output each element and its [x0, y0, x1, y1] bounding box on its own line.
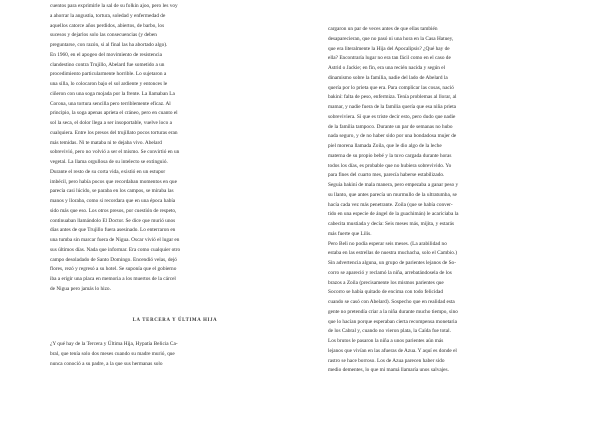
text-line: días antes de que Trujillo fuera asesinado. Lo enterraron en — [50, 227, 176, 234]
text-line: tido en una especie de ángel de la guachimán) le acariciaba la — [328, 211, 459, 218]
text-line: cuentos para exprimirle la sal de su folkin ajoo, pero les voy — [50, 3, 178, 9]
text-line: continuaban llamándolo El Doctor. Se dice que murió unos — [50, 217, 176, 224]
text-line: bakiní: falta de peso, enfermiza. Tenía problemas al llorar, al — [328, 94, 457, 101]
text-line: gente no pretendía criar a la niña durante mucho tiempo, sino — [328, 308, 458, 315]
text-line: imbécil, pero había pocos que recordaban momentos en que — [50, 178, 177, 185]
text-line: parecía casi lúcido, se paraba en los campos, se miraba las — [50, 188, 174, 195]
text-line: más temidas. Ni te mataba ni te dejaba vivo. Abelard — [50, 139, 162, 146]
text-line: piel morena llamada Zoila, que le dio algo de la leche — [328, 143, 442, 149]
text-line: aquellos catorce años perdidos, abiertos, de barbo, los — [50, 22, 165, 29]
text-line: Sin advertencia alguna, un grupo de parientes lejanos de So- — [328, 260, 456, 266]
text-line: sobrevivió, pero no volvió a ser el mismo. Se convirtió en un — [50, 149, 180, 156]
text-line: sol la seca, el dolor llega a ser insoportable, vuelve loco a — [50, 120, 172, 126]
text-line: sobreviviera. Sí que es triste decir esto, pero dudo que nadie — [328, 113, 456, 120]
text-line: materna de su propio bebé y la tuvo cargada durante horas — [328, 152, 452, 159]
text-line: cabecita mustiada y decía: Seis meses más, mijita, y estarás — [328, 221, 455, 227]
text-line: preguntarse, con razón, si al final las ha abortado algo). — [50, 42, 168, 48]
text-line: Pero Beli no podía esperar seis meses. (La arabilidad no — [328, 240, 447, 247]
text-line: lejanos que vivían en las afueras de Azua. Y aquí es donde el — [328, 347, 457, 354]
text-line: ella? Encontraría lugar no era tan fácil como en el caso de — [328, 55, 451, 62]
text-line: medio dementes, lo que mi mamá llamaría unos salvajes. — [328, 367, 449, 374]
text-line: clandestino contra Trujillo, Abelard fue sometido a un — [50, 61, 165, 68]
text-line: Corona, una tortura sencilla pero terriblemente eficaz. Al — [50, 100, 171, 107]
text-line: flores, rezó y regresó a su hotel. Se suponía que el gobierno — [50, 266, 177, 273]
text-line: cuando se casó con Abelard). Sospecho que en realidad esta — [328, 299, 455, 305]
text-line: Seguía bakiní de mala manera, pero empezaba a ganar peso y — [328, 182, 459, 188]
text-line: procedimiento particularmente horrible. Lo sujetaron a — [50, 71, 167, 78]
right-page — [328, 0, 584, 425]
text-line: una silla, lo colocaron bajo el sol ardiente y entonces le — [50, 81, 168, 87]
text-line: que era literalmente la Hija del Apocalipsis? ¿Qué hay de — [328, 45, 450, 52]
text-line: de la familia tampoco. Durante un par de semanas no hubo — [328, 123, 453, 130]
text-line: campo desoladado de Santo Domingo. Encendió velas, dejó — [50, 256, 177, 263]
text-line: dinamismo sobre la familia, nadie del lado de Abelard la — [328, 74, 448, 81]
text-line: sucesos y dejarlos solo las consecuencias (y deben — [50, 32, 157, 39]
text-line: nunca conoció a su padre, a la que sus hermanas solo — [50, 360, 163, 367]
text-line: brazos a Zoila (precisamente los mismos parientes que — [328, 279, 444, 286]
text-line: Astrid o Jackie; en fin, era una recién nacida y según el — [328, 65, 446, 71]
text-line: bral, que tenía solo dos meses cuando su madre murió, que — [50, 350, 175, 357]
text-line: Durante el resto de su corta vida, existió en un estupor — [50, 168, 166, 175]
text-line: su llanto, que antes parecía un murmullo de la ultratumba, se — [328, 191, 457, 198]
text-line: ciñeron con una soga mojada por la frente. La llamaban La — [50, 90, 175, 97]
right-page-text — [328, 25, 584, 376]
text-line: vegetal. La llama orgullosa de su intelecto se extinguió. — [50, 159, 168, 165]
text-line: corro se apareció y reclamó la niña, arrebatándosela de los — [328, 269, 452, 276]
text-line: a ahorrar la angustia, tortura, soledad y enfermedad de — [50, 12, 166, 19]
text-line: estaba en las estrellas de nuestra muchacha, solo el Cambio.) — [328, 250, 457, 257]
text-line: que lo hacían porque esperaban cierta recompensa monetaria — [328, 318, 457, 325]
text-line: ¿Y qué hay de la Tercera y Última Hija, Hypatía Belicia Ca- — [50, 341, 178, 347]
text-line: de Nigua pero jamás lo hizo. — [50, 285, 111, 292]
left-page — [50, 0, 300, 425]
text-line: sido más que eso. Los otros presos, por cuestión de respeto, — [50, 207, 177, 214]
text-line: cualquiera. Entre los presos del trujillato pocos torturas eran — [50, 129, 178, 136]
text-line: iba a erigir una placa en memoria a los muertos de la cárcel — [50, 276, 176, 282]
text-line: hacía cada vez más penetrante. Zoila (que se había conver- — [328, 201, 453, 208]
text-line: Los brutos le pasaron la niña a unos parientes aún más — [328, 338, 444, 344]
text-line: para fines del cuarto mes, parecía haberse estabilizado. — [328, 172, 445, 179]
text-line: mamar, y nadie fuera de la familia quería que esa niña prieta — [328, 104, 457, 110]
text-line: sus últimos días. Nada que informar. Era como cualquier otro — [50, 246, 181, 253]
text-line: desaparecieran, que no pasó ni una hora en la Casa Hatuey, — [328, 35, 454, 42]
text-line: de los Cabral y, cuando no vieron plata, la Caída fue total. — [328, 328, 451, 335]
text-line: más fuerte que Lilis. — [328, 230, 372, 237]
text-line: Socorro se había quitado de encima con todo felicidad — [328, 289, 444, 296]
text-line: rastro se hace borroso. Los de Azua parecen haber sido — [328, 357, 445, 364]
left-page-text-bottom — [50, 340, 300, 369]
text-line: En 1960, en el apogeo del movimiento de resistencia — [50, 51, 162, 58]
text-line: todos los días, es probable que no hubiera sobrevivido. Yo — [328, 162, 452, 169]
text-line: cargaron un par de veces antes de que ellas también — [328, 26, 438, 32]
text-line: manos y lloraba, como si recordara que en una época había — [50, 198, 176, 204]
text-line: nada seguro, y de no haber sido por una bondadosa mujer de — [328, 133, 457, 140]
text-line: quería por lo prieta que era. Para complicar las cosas, nació — [328, 84, 454, 91]
section-heading: LA TERCERA Y ÚLTIMA HIJA — [132, 318, 218, 323]
left-page-text-top — [50, 2, 300, 295]
text-line: una tumba sin marcar fuera de Nigua. Oscar vivió el lugar en — [50, 237, 180, 243]
text-line: principio, la soga apenas aprieta el cráneo, pero en cuanto el — [50, 110, 178, 117]
